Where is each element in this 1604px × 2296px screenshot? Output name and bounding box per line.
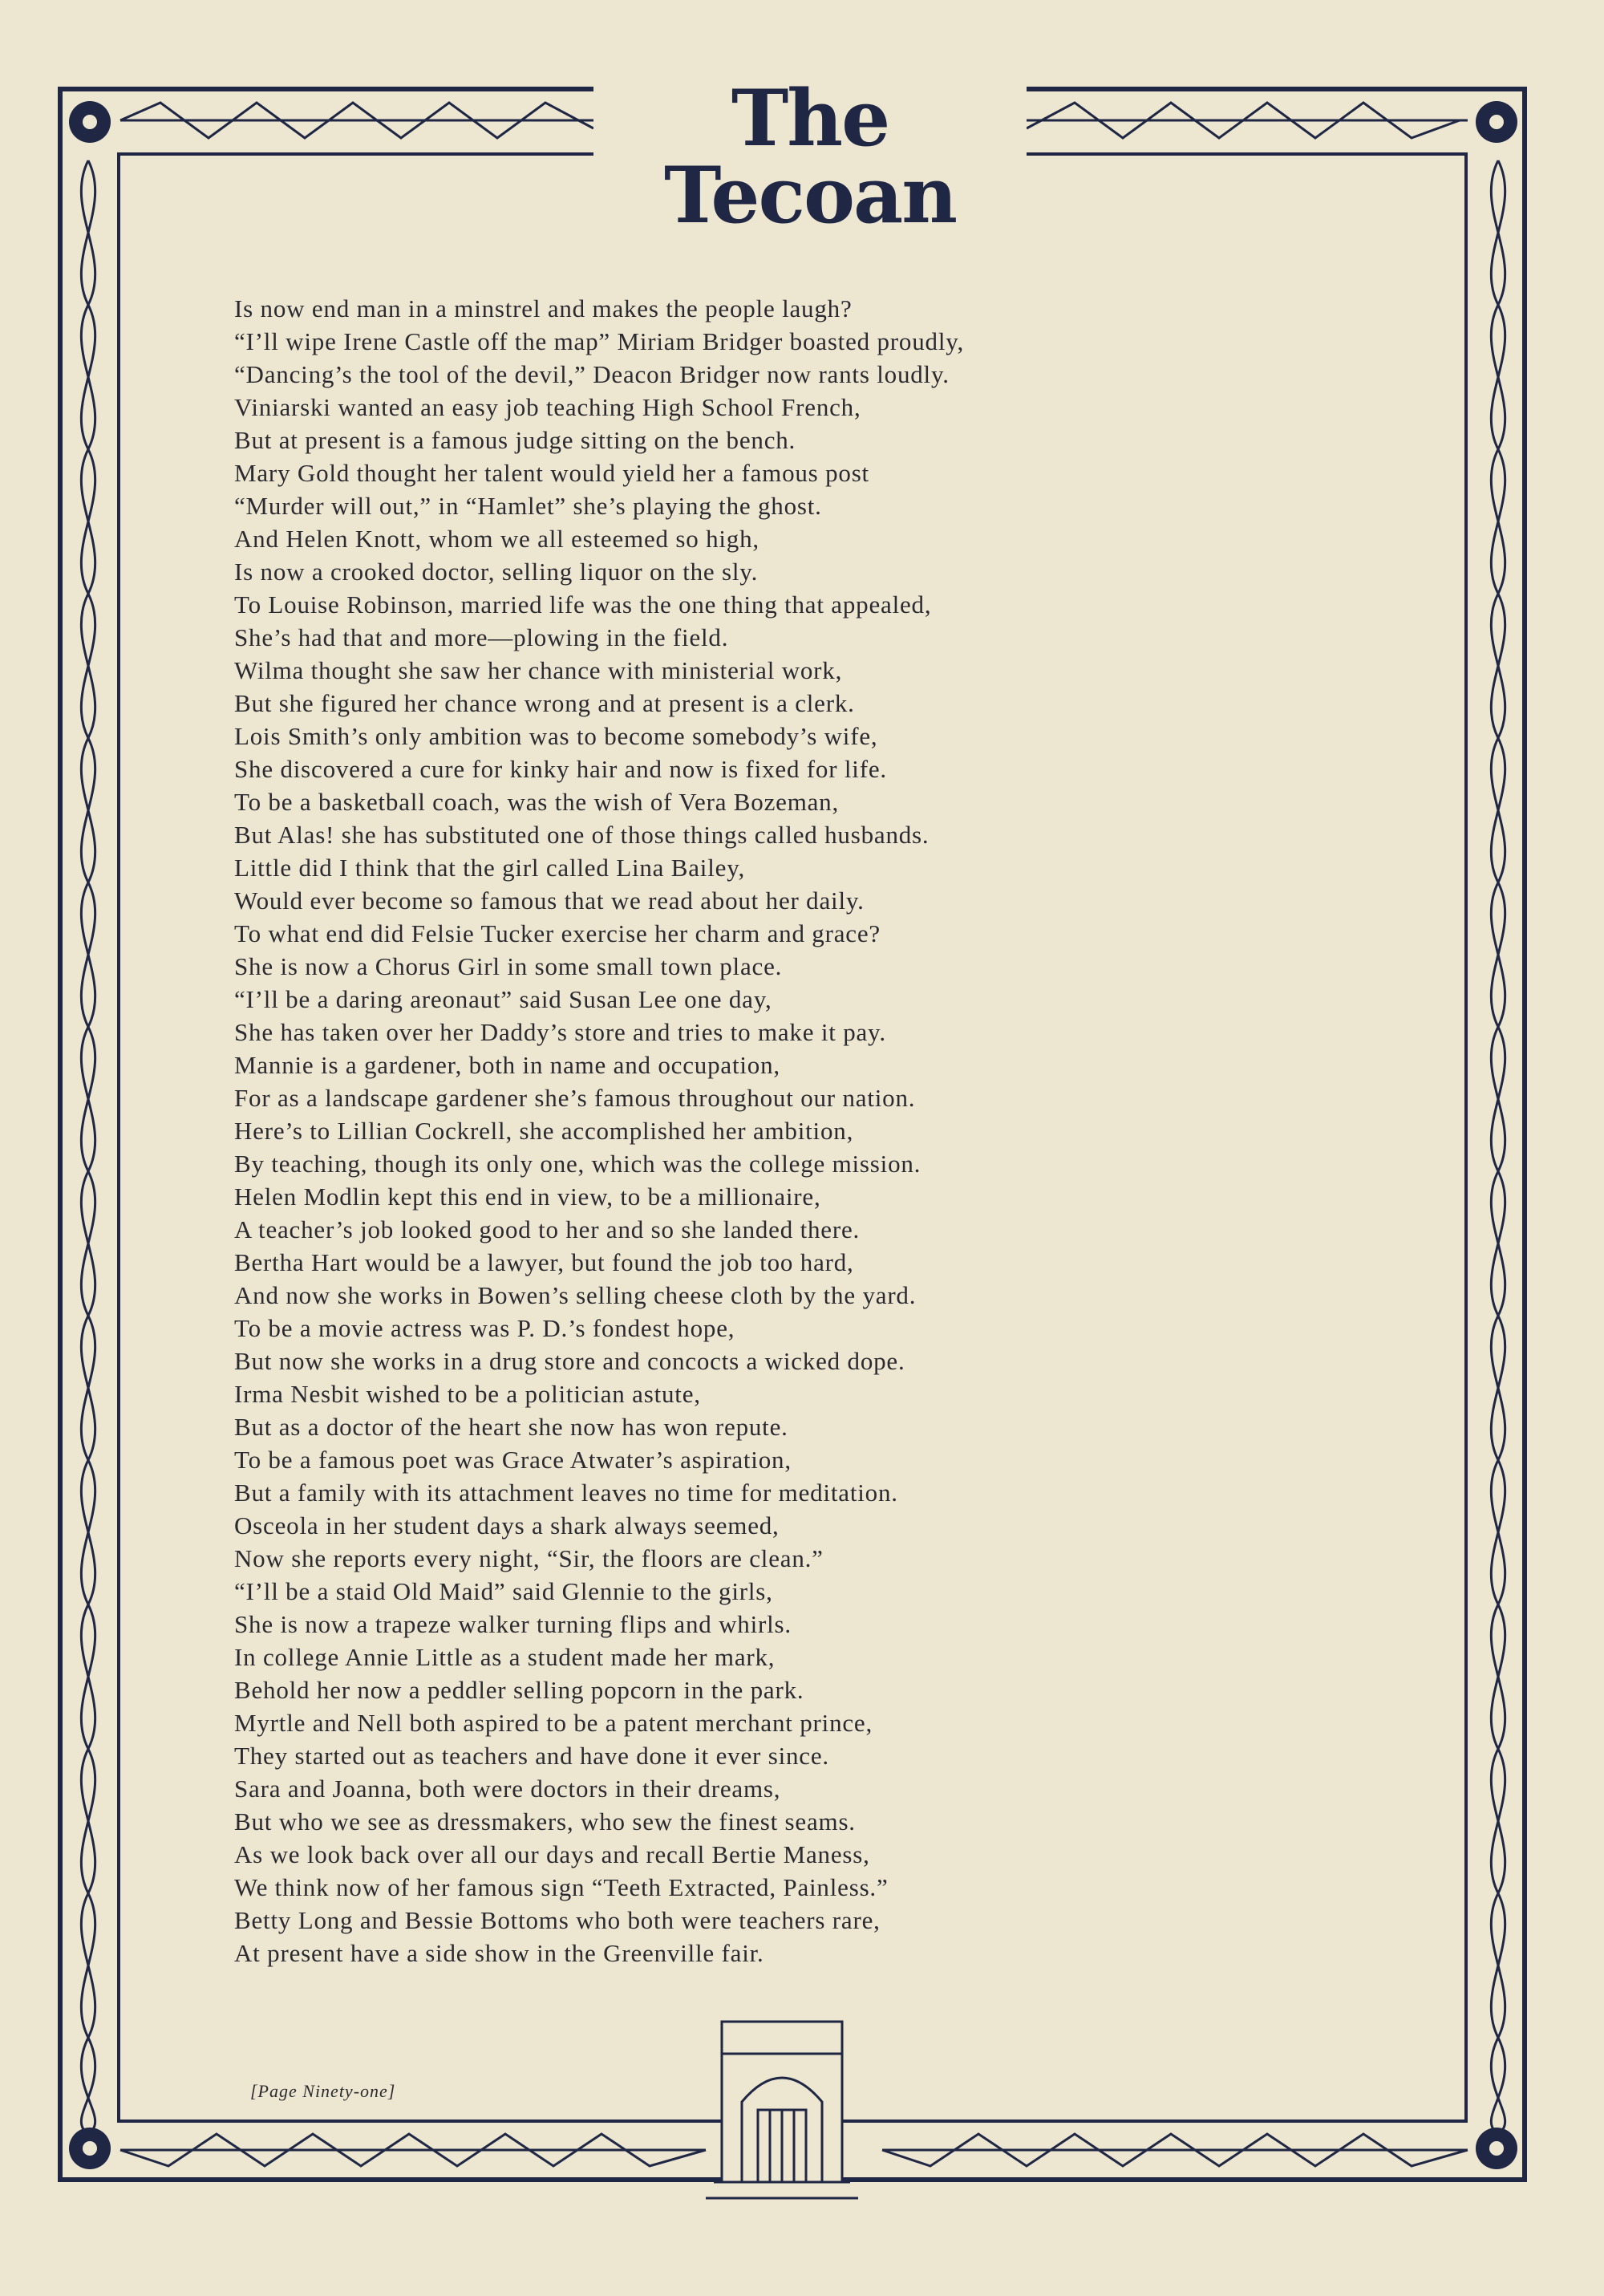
poem-line: Here’s to Lillian Cockrell, she accomplished her ambition, bbox=[234, 1117, 854, 1145]
poem-line: We think now of her famous sign “Teeth Extracted, Painless.” bbox=[234, 1873, 889, 1901]
poem-line: She’s had that and more—plowing in the field. bbox=[234, 623, 729, 651]
poem-line: A teacher’s job looked good to her and so she landed there. bbox=[234, 1215, 861, 1243]
poem-line: They started out as teachers and have done it ever since. bbox=[234, 1742, 829, 1770]
poem-line: She is now a Chorus Girl in some small town place. bbox=[234, 952, 783, 980]
poem-line: Irma Nesbit wished to be a politician astute, bbox=[234, 1380, 701, 1408]
poem-body bbox=[234, 292, 1357, 1969]
poem-line: Betty Long and Bessie Bottoms who both were teachers rare, bbox=[234, 1906, 881, 1934]
poem-line: “Murder will out,” in “Hamlet” she’s playing the ghost. bbox=[234, 492, 822, 520]
poem-line: To be a movie actress was P. D.’s fondest hope, bbox=[234, 1314, 735, 1342]
poem-line: Behold her now a peddler selling popcorn in the park. bbox=[234, 1676, 804, 1704]
poem-line: Is now end man in a minstrel and makes the people laugh? bbox=[234, 294, 853, 322]
poem-line: But she figured her chance wrong and at present is a clerk. bbox=[234, 689, 855, 717]
poem-line: Mannie is a gardener, both in name and occupation, bbox=[234, 1051, 780, 1079]
poem-line: “I’ll wipe Irene Castle off the map” Miriam Bridger boasted proudly, bbox=[234, 327, 965, 355]
page-title: The Tecoan bbox=[593, 80, 1027, 157]
poem-line: Little did I think that the girl called Lina Bailey, bbox=[234, 854, 746, 882]
poem-line: But who we see as dressmakers, who sew the finest seams. bbox=[234, 1807, 856, 1836]
poem-line: But a family with its attachment leaves no time for meditation. bbox=[234, 1479, 898, 1507]
poem-line: To be a famous poet was Grace Atwater’s aspiration, bbox=[234, 1446, 792, 1474]
poem-line: As we look back over all our days and recall Bertie Maness, bbox=[234, 1840, 870, 1868]
poem-line: “I’ll be a staid Old Maid” said Glennie to the girls, bbox=[234, 1577, 773, 1605]
poem-line: And now she works in Bowen’s selling cheese cloth by the yard. bbox=[234, 1281, 917, 1309]
poem-line: To Louise Robinson, married life was the one thing that appealed, bbox=[234, 590, 932, 619]
poem-line: To be a basketball coach, was the wish of Vera Bozeman, bbox=[234, 788, 840, 816]
doorway-emblem bbox=[706, 2022, 858, 2198]
poem-line: Viniarski wanted an easy job teaching High School French, bbox=[234, 393, 861, 421]
poem-line: Helen Modlin kept this end in view, to be a millionaire, bbox=[234, 1182, 821, 1211]
poem-line: She has taken over her Daddy’s store and tries to make it pay. bbox=[234, 1018, 886, 1046]
poem-line: “I’ll be a daring areonaut” said Susan Lee one day, bbox=[234, 985, 772, 1013]
poem-line: For as a landscape gardener she’s famous throughout our nation. bbox=[234, 1084, 916, 1112]
poem-line: But now she works in a drug store and concocts a wicked dope. bbox=[234, 1347, 905, 1375]
poem-line: Lois Smith’s only ambition was to become somebody’s wife, bbox=[234, 722, 878, 750]
poem-line: Wilma thought she saw her chance with ministerial work, bbox=[234, 656, 843, 684]
poem-line: Is now a crooked doctor, selling liquor on the sly. bbox=[234, 558, 759, 586]
poem-line: At present have a side show in the Greenville fair. bbox=[234, 1939, 764, 1967]
poem-line: “Dancing’s the tool of the devil,” Deacon Bridger now rants loudly. bbox=[234, 360, 950, 388]
poem-line: Sara and Joanna, both were doctors in their dreams, bbox=[234, 1775, 781, 1803]
poem-line: But Alas! she has substituted one of those things called husbands. bbox=[234, 821, 930, 849]
poem-line: And Helen Knott, whom we all esteemed so high, bbox=[234, 525, 759, 553]
poem-line: In college Annie Little as a student made her mark, bbox=[234, 1643, 776, 1671]
poem-line: Osceola in her student days a shark always seemed, bbox=[234, 1511, 780, 1539]
poem-line: She is now a trapeze walker turning flips and whirls. bbox=[234, 1610, 792, 1638]
poem-line: Would ever become so famous that we read about her daily. bbox=[234, 886, 865, 915]
page-number: [Page Ninety-one] bbox=[250, 2081, 396, 2101]
poem-line: To what end did Felsie Tucker exercise her charm and grace? bbox=[234, 919, 881, 947]
poem-line: But as a doctor of the heart she now has won repute. bbox=[234, 1413, 788, 1441]
poem-line: But at present is a famous judge sitting on the bench. bbox=[234, 426, 796, 454]
poem-line: Bertha Hart would be a lawyer, but found the job too hard, bbox=[234, 1248, 854, 1276]
poem-line: By teaching, though its only one, which was the college mission. bbox=[234, 1150, 921, 1178]
poem-line: Mary Gold thought her talent would yield her a famous post bbox=[234, 459, 869, 487]
poem-line: Myrtle and Nell both aspired to be a patent merchant prince, bbox=[234, 1709, 873, 1737]
poem-line: Now she reports every night, “Sir, the floors are clean.” bbox=[234, 1544, 824, 1572]
poem-line: She discovered a cure for kinky hair and now is fixed for life. bbox=[234, 755, 887, 783]
